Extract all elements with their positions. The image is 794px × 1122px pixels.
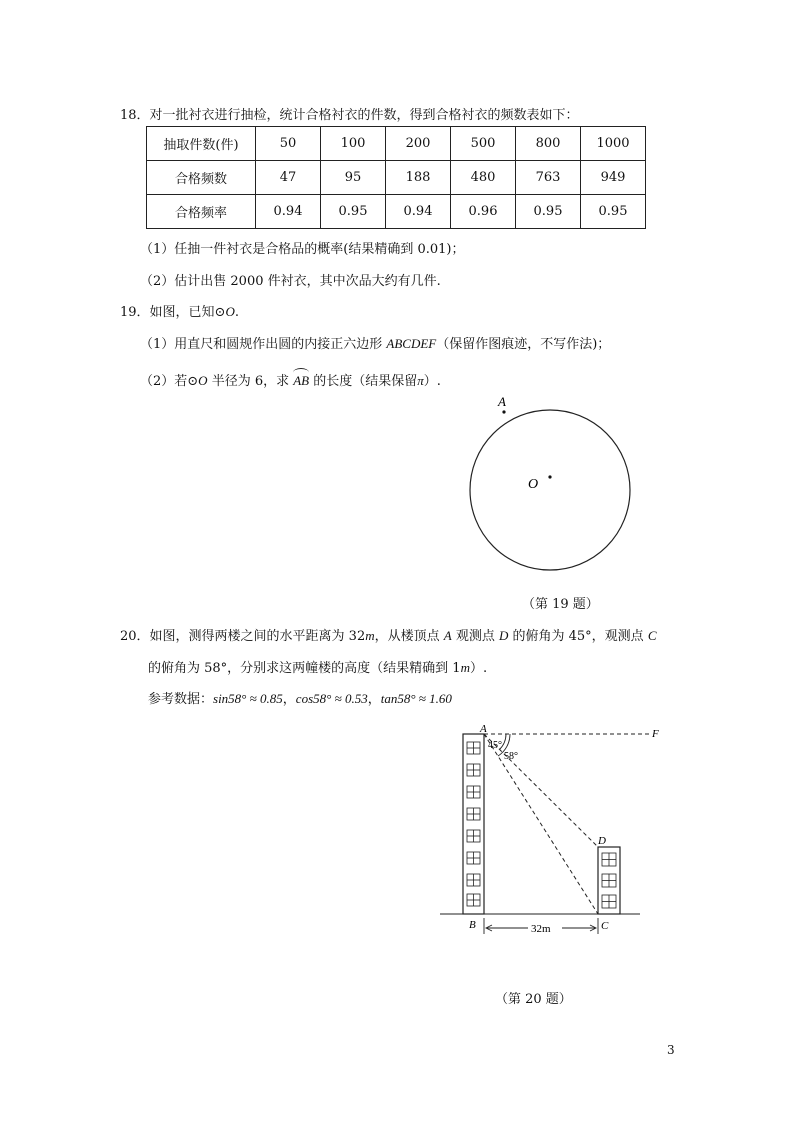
label-d: D (598, 835, 606, 847)
arc-ab: AB (293, 373, 310, 388)
table-row (147, 127, 646, 161)
table-cell: 188 (386, 161, 451, 195)
q18-number: 18． (120, 108, 150, 123)
reference-separator: ， (367, 692, 381, 707)
page-number: 3 (667, 1043, 675, 1057)
table-cell: 500 (451, 127, 516, 161)
q19-number: 19． (120, 305, 150, 320)
table-cell: 763 (516, 161, 581, 195)
q19-heading (120, 301, 239, 320)
reference-data (148, 688, 452, 707)
circle-o (470, 410, 630, 570)
q19-stem-prefix: 如图，已知⊙ (149, 305, 226, 320)
q20-line1 (120, 625, 657, 644)
sight-line-ac (484, 734, 598, 914)
label-b: B (469, 919, 476, 931)
reference-label: 参考数据： (148, 692, 214, 707)
q20-var: D (498, 628, 509, 643)
q20-text: ，从楼顶点 (374, 629, 444, 644)
distance-label: 32m (531, 923, 551, 935)
table-cell: 0.95 (581, 195, 646, 229)
table-cell: 800 (516, 127, 581, 161)
q20-text: 如图，测得两楼之间的水平距离为 32 (149, 629, 366, 644)
q18-part2: （2）估计出售 2000 件衬衣，其中次品大约有几件. (140, 274, 441, 289)
building-ab-windows (467, 742, 480, 906)
figure-19-caption: （第 19 题） (522, 597, 599, 612)
building-ab (463, 734, 484, 914)
q19-part2-var: O (198, 373, 208, 388)
circle-figure (460, 390, 650, 580)
reference-sin: sin58° ≈ 0.85 (213, 691, 283, 706)
label-a: A (480, 723, 487, 735)
table-cell: 47 (256, 161, 321, 195)
label-f: F (652, 728, 659, 740)
label-c: C (601, 920, 609, 932)
angle-label-58: 58° (504, 751, 518, 762)
table-cell: 0.95 (321, 195, 386, 229)
table-row-label: 抽取件数(件) (147, 127, 256, 161)
q20-var: A (443, 628, 452, 643)
angle-label-45: 45° (488, 740, 502, 751)
q20-unit: m (365, 628, 375, 643)
table-cell: 200 (386, 127, 451, 161)
q20-text: 观测点 (451, 629, 499, 644)
q18-stem: 对一批衬衣进行抽检，统计合格衬衣的件数，得到合格衬衣的频数表如下： (149, 108, 579, 123)
table-cell: 480 (451, 161, 516, 195)
figure-20-caption: （第 20 题） (495, 992, 572, 1007)
table-row-label: 合格频数 (147, 161, 256, 195)
q19-part2-suffix: 的长度（结果保留 (309, 374, 418, 389)
q20-text: 的俯角为 58°，分别求这两幢楼的高度（结果精确到 1 (148, 661, 461, 676)
buildings-figure (430, 720, 670, 940)
point-o (548, 475, 551, 478)
q19-stem-var: O (225, 304, 235, 319)
label-o: O (528, 477, 539, 492)
reference-tan: tan58° ≈ 1.60 (380, 691, 452, 706)
q19-part1-var: ABCDEF (386, 336, 437, 351)
table-cell: 100 (321, 127, 386, 161)
q20-text: ）. (469, 661, 488, 676)
q19-stem-suffix: . (234, 305, 239, 320)
point-a (502, 410, 505, 413)
table-cell: 50 (256, 127, 321, 161)
reference-cos: cos58° ≈ 0.53 (295, 691, 368, 706)
table-cell: 949 (581, 161, 646, 195)
building-cd-windows (602, 853, 616, 908)
table-cell: 0.96 (451, 195, 516, 229)
q19-part2 (140, 370, 441, 389)
table-cell: 1000 (581, 127, 646, 161)
q19-part2-end: ）. (423, 374, 441, 389)
table-row-label: 合格频率 (147, 195, 256, 229)
table-cell: 0.95 (516, 195, 581, 229)
q19-part1 (140, 333, 610, 352)
label-a: A (498, 394, 506, 409)
q19-part2-prefix: （2）若⊙ (140, 374, 199, 389)
table-cell: 0.94 (256, 195, 321, 229)
reference-separator: ， (282, 692, 296, 707)
table-row (147, 161, 646, 195)
q19-part2-mid: 半径为 6，求 (207, 374, 294, 389)
q18-heading (120, 104, 579, 123)
q19-part1-suffix: （保留作图痕迹，不写作法)； (436, 337, 611, 352)
q20-text: 的俯角为 45°，观测点 (508, 629, 648, 644)
frequency-table (146, 126, 646, 229)
q18-part1: （1）任抽一件衬衣是合格品的概率(结果精确到 0.01)； (140, 242, 465, 257)
q20-var: C (647, 628, 657, 643)
q20-number: 20． (120, 629, 150, 644)
table-row (147, 195, 646, 229)
pi-symbol: π (417, 373, 424, 388)
table-cell: 0.94 (386, 195, 451, 229)
q20-unit: m (460, 660, 470, 675)
q20-line2 (148, 657, 487, 676)
table-cell: 95 (321, 161, 386, 195)
q19-part1-prefix: （1）用直尺和圆规作出圆的内接正六边形 (140, 337, 387, 352)
